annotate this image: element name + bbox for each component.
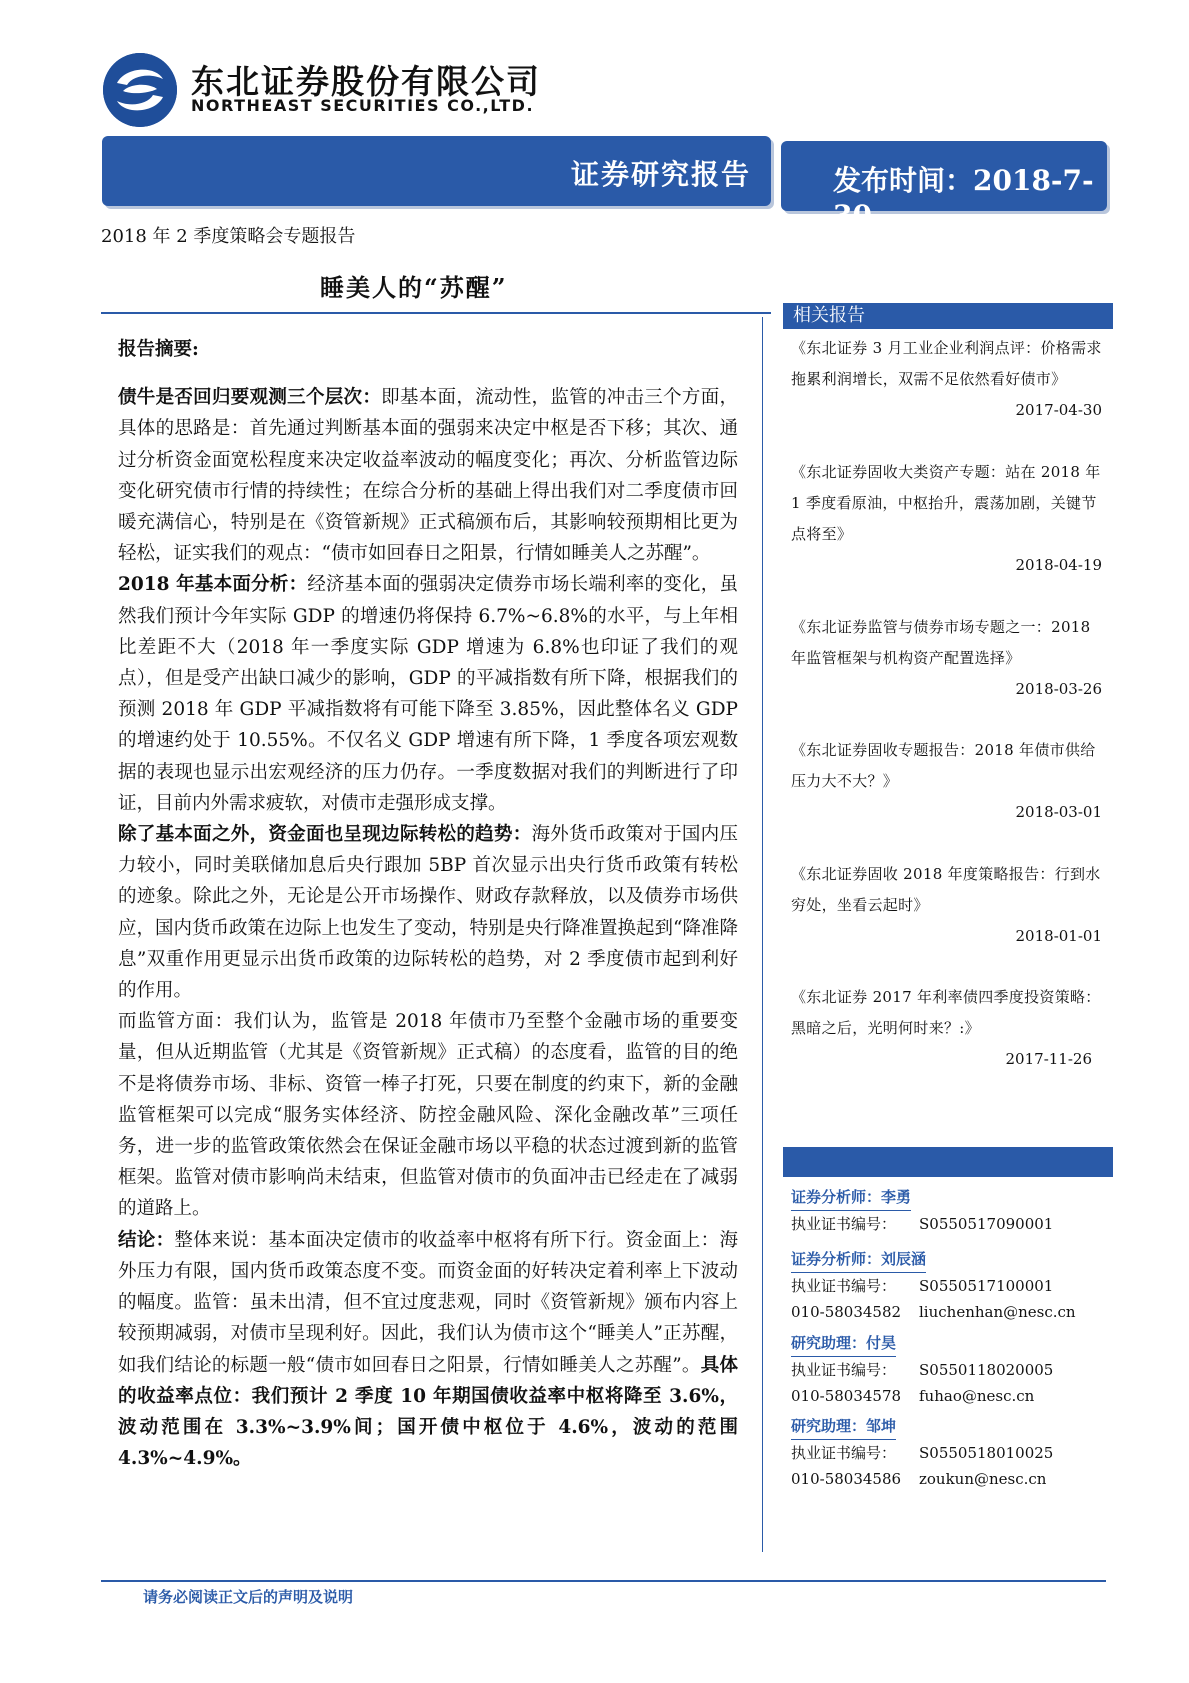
- abstract-heading: 报告摘要:: [118, 339, 199, 360]
- paragraph-text: 海外货币政策对于国内压力较小，同时美联储加息后央行跟加 5BP 首次显示出央行货币政策有转松的迹象。除此之外，无论是公开市场操作、财政存款释放，以及债券市场供应，国内货币政策在边际上也发生了变动，特别是央行降准置换起到“降准降息”双重作用更显示出货币政策的边际转松的趋势，对 2 季度债市起到利好的作用。: [118, 824, 738, 1002]
- analyst-cert-row: [791, 1357, 1091, 1383]
- cert-number: S0550518010025: [919, 1444, 1054, 1462]
- related-report-title[interactable]: 《东北证券固收大类资产专题：站在 2018 年 1 季度看原油，中枢抬升，震荡加剧，关键节点将至》: [791, 463, 1101, 543]
- phone: 010-58034582: [791, 1303, 902, 1321]
- cert-label: 执业证书编号：: [791, 1361, 897, 1379]
- analyst-card: [791, 1413, 1091, 1492]
- related-report-item[interactable]: [791, 859, 1102, 952]
- footer-divider: [101, 1580, 1106, 1582]
- paragraph-conclusion: 具体的收益率点位：我们预计 2 季度 10 年期国债收益率中枢将降至 3.6%，波动范围在 3.3%~3.9%间；国开债中枢位于 4.6%，波动的范围 4.3%~4.9%。: [118, 1354, 738, 1470]
- related-report-item[interactable]: [791, 982, 1102, 1075]
- abstract-body: [118, 334, 738, 1474]
- paragraph-lead: 2018 年基本面分析：: [118, 574, 308, 596]
- paragraph-text: 而监管方面：我们认为，监管是 2018 年债市乃至整个金融市场的重要变量，但从近期监管（尤其是《资管新规》正式稿）的态度看，监管的目的绝不是将债券市场、非标、资管一棒子打死，只要在制度的约束下，新的金融监管框架可以完成“服务实体经济、防控金融风险、深化金融改革”三项任务，进一步的监管政策依然会在保证金融市场以平稳的状态过渡到新的监管框架。监管对债市影响尚未结束，但监管对债市的负面冲击已经走在了减弱的道路上。: [118, 1011, 738, 1220]
- paragraph-text: 经济基本面的强弱决定债券市场长端利率的变化，虽然我们预计今年实际 GDP 的增速仍将保持 6.7%~6.8%的水平，与上年相比差距不大（2018 年一季度实际 GDP 增速为 6.8%也印证了我们的观点），但是受产出缺口减少的影响，GDP 的平减指数有所下降，根据我们的预测 2018 年 GDP 平减指数将有可能下降至 3.85%，因此整体名义 GDP 的增速约处于 10.55%。不仅名义 GDP 增速有所下降，1 季度各项宏观数据的表现也显示出宏观经济的压力仍存。一季度数据对我们的判断进行了印证，目前内外需求疲软，对债市走强形成支撑。: [118, 574, 738, 814]
- analyst-section-bar: [783, 1147, 1113, 1177]
- related-report-title[interactable]: 《东北证券 2017 年利率债四季度投资策略：黑暗之后，光明何时来？:》: [791, 988, 1101, 1037]
- analyst-contact-row: [791, 1383, 1091, 1409]
- email-link[interactable]: fuhao@nesc.cn: [919, 1387, 1035, 1405]
- analyst-card: [791, 1184, 1091, 1237]
- related-report-title[interactable]: 《东北证券固收专题报告：2018 年债市供给压力大不大？》: [791, 741, 1096, 790]
- abstract-paragraph-2: [118, 569, 738, 819]
- phone: 010-58034586: [791, 1470, 902, 1488]
- related-report-date: 2018-04-19: [1015, 556, 1102, 574]
- related-report-date: 2018-03-26: [1015, 680, 1102, 698]
- related-report-date: 2018-01-01: [1015, 927, 1102, 945]
- analyst-cert-row: [791, 1273, 1091, 1299]
- analyst-name: 证券分析师：刘辰涵: [791, 1246, 926, 1273]
- paragraph-lead: 结论：: [118, 1229, 175, 1251]
- related-report-title[interactable]: 《东北证券固收 2018 年度策略报告：行到水穷处，坐看云起时》: [791, 865, 1101, 914]
- analyst-contact-row: [791, 1299, 1091, 1325]
- related-report-title[interactable]: 《东北证券 3 月工业企业利润点评：价格需求拖累利润增长，双需不足依然看好债市》: [791, 339, 1102, 388]
- company-name-en: NORTHEAST SECURITIES CO.,LTD.: [191, 96, 535, 115]
- paragraph-text: 即基本面，流动性，监管的冲击三个方面，具体的思路是：首先通过判断基本面的强弱来决定中枢是否下移；其次、通过分析资金面宽松程度来决定收益率波动的幅度变化；再次、分析监管边际变化研究债市行情的持续性；在综合分析的基础上得出我们对二季度债市回暖充满信心，特别是在《资管新规》正式稿颁布后，其影响较预期相比更为轻松，证实我们的观点：“债市如回春日之阳景，行情如睡美人之苏醒”。: [118, 387, 738, 565]
- related-report-item[interactable]: [791, 735, 1102, 828]
- analyst-card: [791, 1330, 1091, 1409]
- abstract-paragraph-5: [118, 1225, 738, 1475]
- analyst-cert-row: [791, 1211, 1091, 1237]
- abstract-paragraph-4: [118, 1006, 738, 1224]
- related-report-date: 2017-04-30: [1015, 401, 1102, 419]
- company-logo: [103, 53, 177, 127]
- cert-label: 执业证书编号：: [791, 1215, 897, 1233]
- abstract-paragraph-3: [118, 819, 738, 1006]
- analyst-name: 研究助理：付昊: [791, 1330, 896, 1357]
- publish-date: 发布时间：2018-7-30: [833, 164, 1094, 232]
- email-link[interactable]: liuchenhan@nesc.cn: [919, 1303, 1076, 1321]
- related-report-date: 2017-11-26: [1005, 1050, 1092, 1068]
- cert-number: S0550517100001: [919, 1277, 1054, 1295]
- footer-notice: 请务必阅读正文后的声明及说明: [143, 1588, 354, 1606]
- report-subtitle: 2018 年 2 季度策略会专题报告: [101, 226, 356, 247]
- analyst-card: [791, 1246, 1091, 1325]
- phone: 010-58034578: [791, 1387, 902, 1405]
- related-reports-heading: 相关报告: [783, 303, 1113, 329]
- analyst-name: 证券分析师：李勇: [791, 1184, 911, 1211]
- paragraph-text: 整体来说：基本面决定债市的收益率中枢将有所下行。资金面上：海外压力有限，国内货币政策态度不变。而资金面的好转决定着利率上下波动的幅度。监管：虽未出清，但不宜过度悲观，同时《资管新规》颁布内容上较预期减弱，对债市呈现利好。因此，我们认为债市这个“睡美人”正苏醒，如我们结论的标题一般“债市如回春日之阳景，行情如睡美人之苏醒”。: [118, 1229, 738, 1376]
- abstract-paragraph-1: [118, 382, 738, 569]
- cert-number: S0550517090001: [919, 1215, 1054, 1233]
- report-type-banner: [102, 136, 771, 206]
- cert-number: S0550118020005: [919, 1361, 1054, 1379]
- analyst-contact-row: [791, 1466, 1091, 1492]
- publish-date-banner: [781, 141, 1107, 232]
- related-report-title[interactable]: 《东北证券监管与债券市场专题之一：2018 年监管框架与机构资产配置选择》: [791, 618, 1091, 667]
- paragraph-lead: 除了基本面之外，资金面也呈现边际转松的趋势：: [118, 824, 532, 846]
- column-divider: [762, 317, 763, 1552]
- title-divider: [101, 312, 771, 314]
- logo-swirl-icon: [103, 53, 177, 127]
- report-type: 证券研究报告: [570, 158, 751, 191]
- email-link[interactable]: zoukun@nesc.cn: [919, 1470, 1047, 1488]
- analyst-name: 研究助理：邹坤: [791, 1413, 896, 1440]
- cert-label: 执业证书编号：: [791, 1444, 897, 1462]
- related-report-item[interactable]: [791, 457, 1102, 581]
- related-report-date: 2018-03-01: [1015, 803, 1102, 821]
- cert-label: 执业证书编号：: [791, 1277, 897, 1295]
- related-report-item[interactable]: [791, 333, 1102, 426]
- related-report-item[interactable]: [791, 612, 1102, 705]
- company-name-cn: 东北证券股份有限公司: [191, 62, 541, 101]
- analyst-cert-row: [791, 1440, 1091, 1466]
- paragraph-lead: 债牛是否回归要观测三个层次：: [118, 387, 382, 409]
- page-title: 睡美人的“苏醒”: [320, 273, 508, 302]
